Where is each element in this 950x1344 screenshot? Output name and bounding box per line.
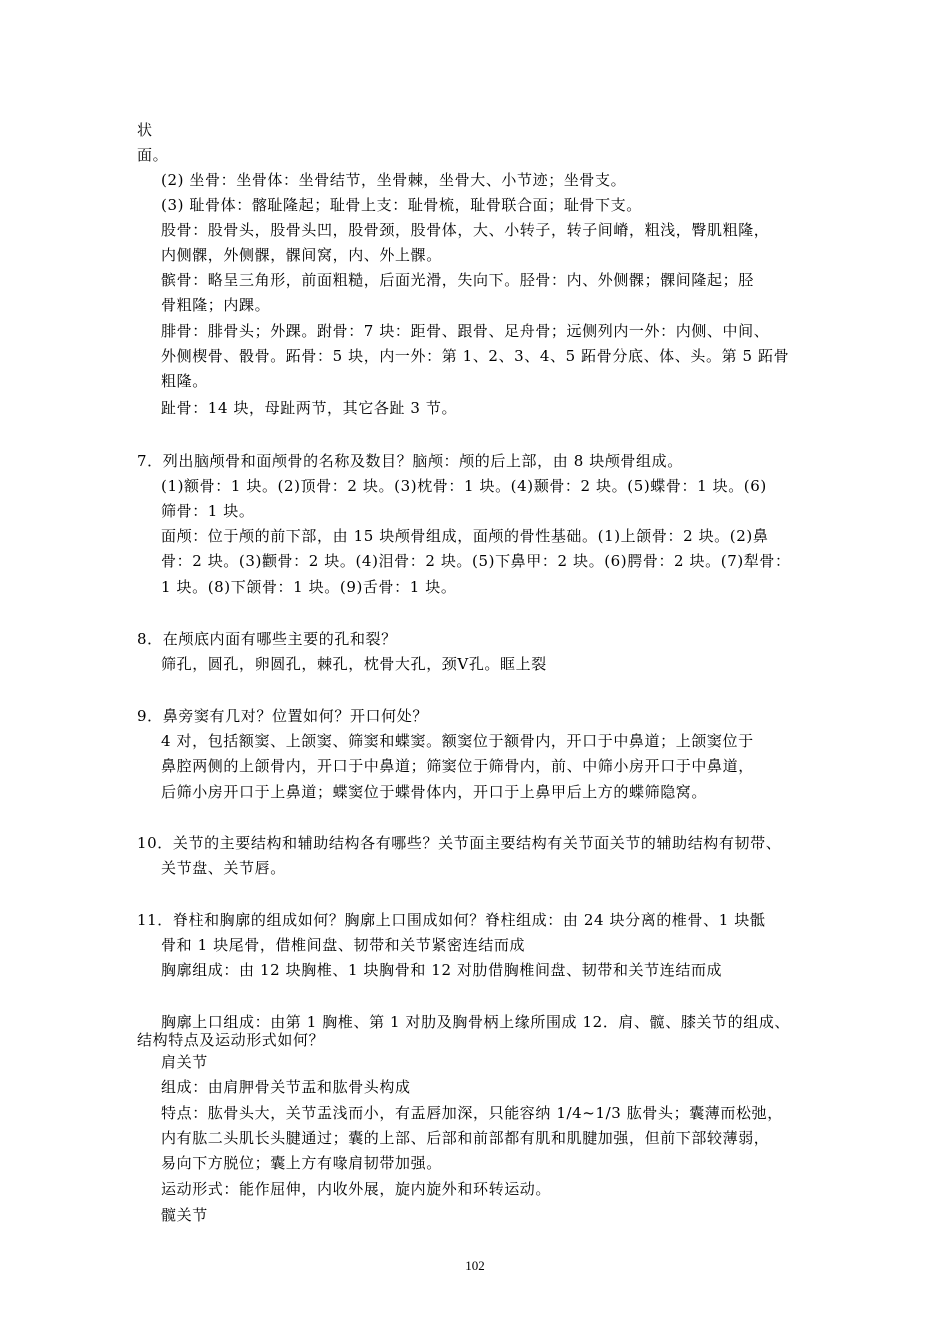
text-line: 状 bbox=[137, 121, 153, 139]
text-line: 1 块。(8)下颌骨：1 块。(9)舌骨：1 块。 bbox=[161, 578, 457, 596]
text-line: 内侧髁，外侧髁，髁间窝，内、外上髁。 bbox=[161, 246, 442, 264]
text-line: 易向下方脱位；囊上方有喙肩韧带加强。 bbox=[161, 1154, 442, 1172]
text-line: 外侧楔骨、骰骨。跖骨：5 块，内一外：第 1、2、3、4、5 跖骨分底、体、头。第 5 跖骨 bbox=[161, 347, 790, 365]
text-line: 特点：肱骨头大，关节盂浅而小，有盂唇加深，只能容纳 1/4~1/3 肱骨头；囊薄而松弛， bbox=[161, 1104, 783, 1122]
text-line: 面。 bbox=[137, 146, 169, 164]
section-heading: 肩关节 bbox=[161, 1053, 208, 1071]
text-line: 骨和 1 块尾骨，借椎间盘、韧带和关节紧密连结而成 bbox=[161, 936, 526, 954]
question-heading: 10．关节的主要结构和辅助结构各有哪些？关节面主要结构有关节面关节的辅助结构有韧带、 bbox=[137, 834, 782, 852]
text-line: 筛孔，圆孔，卵圆孔，棘孔，枕骨大孔，颈Ⅴ孔。眶上裂 bbox=[161, 655, 547, 673]
text-line: 骨粗隆；内踝。 bbox=[161, 296, 271, 314]
text-line: 趾骨：14 块，母趾两节，其它各趾 3 节。 bbox=[161, 399, 458, 417]
text-line: 胸廓上口组成：由第 1 胸椎、第 1 对肋及胸骨柄上缘所围成 12．肩、髋、膝关节的组成、 bbox=[161, 1013, 791, 1031]
text-line: 后筛小房开口于上鼻道；蝶窦位于蝶骨体内，开口于上鼻甲后上方的蝶筛隐窝。 bbox=[161, 783, 708, 801]
text-line: 股骨：股骨头，股骨头凹，股骨颈，股骨体，大、小转子，转子间嵴，粗浅，臀肌粗隆， bbox=[161, 221, 770, 239]
text-line: 关节盘、关节唇。 bbox=[161, 859, 286, 877]
text-line: 面颅：位于颅的前下部，由 15 块颅骨组成，面颅的骨性基础。(1)上颌骨：2 块。(2)鼻 bbox=[161, 527, 769, 545]
text-line: (3) 耻骨体：髂耻隆起；耻骨上支：耻骨梳，耻骨联合面；耻骨下支。 bbox=[161, 196, 642, 214]
text-line: 4 对，包括额窦、上颌窦、筛窦和蝶窦。额窦位于额骨内，开口于中鼻道；上颌窦位于 bbox=[161, 732, 754, 750]
text-line: 组成：由肩胛骨关节盂和肱骨头构成 bbox=[161, 1078, 411, 1096]
text-line: 结构特点及运动形式如何？ bbox=[137, 1031, 325, 1049]
text-line: 胸廓组成：由 12 块胸椎、1 块胸骨和 12 对肋借胸椎间盘、韧带和关节连结而成 bbox=[161, 961, 723, 979]
text-line: 骨：2 块。(3)颧骨：2 块。(4)泪骨：2 块。(5)下鼻甲：2 块。(6)腭骨：2 块。(7)犁骨： bbox=[161, 552, 791, 570]
question-heading: 9．鼻旁窦有几对？位置如何？开口何处？ bbox=[137, 707, 428, 725]
text-line: (2) 坐骨：坐骨体：坐骨结节，坐骨棘，坐骨大、小节迹；坐骨支。 bbox=[161, 171, 627, 189]
text-line: 内有肱二头肌长头腱通过；囊的上部、后部和前部都有肌和肌腱加强，但前下部较薄弱， bbox=[161, 1129, 770, 1147]
text-line: 鼻腔两侧的上颌骨内，开口于中鼻道；筛窦位于筛骨内，前、中筛小房开口于中鼻道， bbox=[161, 757, 754, 775]
text-line: 粗隆。 bbox=[161, 372, 208, 390]
section-heading: 髋关节 bbox=[161, 1206, 208, 1224]
text-line: 腓骨：腓骨头；外踝。跗骨：7 块：距骨、跟骨、足舟骨；远侧列内一外：内侧、中间、 bbox=[161, 322, 770, 340]
text-line: 髌骨：略呈三角形，前面粗糙，后面光滑，失向下。胫骨：内、外侧髁；髁间隆起；胫 bbox=[161, 271, 754, 289]
question-heading: 8．在颅底内面有哪些主要的孔和裂？ bbox=[137, 630, 397, 648]
text-line: 筛骨：1 块。 bbox=[161, 502, 255, 520]
page-number: 102 bbox=[465, 1258, 485, 1273]
text-line: 运动形式：能作屈伸，内收外展，旋内旋外和环转运动。 bbox=[161, 1180, 552, 1198]
question-heading: 11．脊柱和胸廓的组成如何？胸廓上口围成如何？脊柱组成：由 24 块分离的椎骨、1 块骶 bbox=[137, 911, 766, 929]
text-line: (1)额骨：1 块。(2)顶骨：2 块。(3)枕骨：1 块。(4)颞骨：2 块。(5)蝶骨：1 块。(6) bbox=[161, 477, 767, 495]
question-heading: 7．列出脑颅骨和面颅骨的名称及数目？脑颅：颅的后上部，由 8 块颅骨组成。 bbox=[137, 452, 683, 470]
